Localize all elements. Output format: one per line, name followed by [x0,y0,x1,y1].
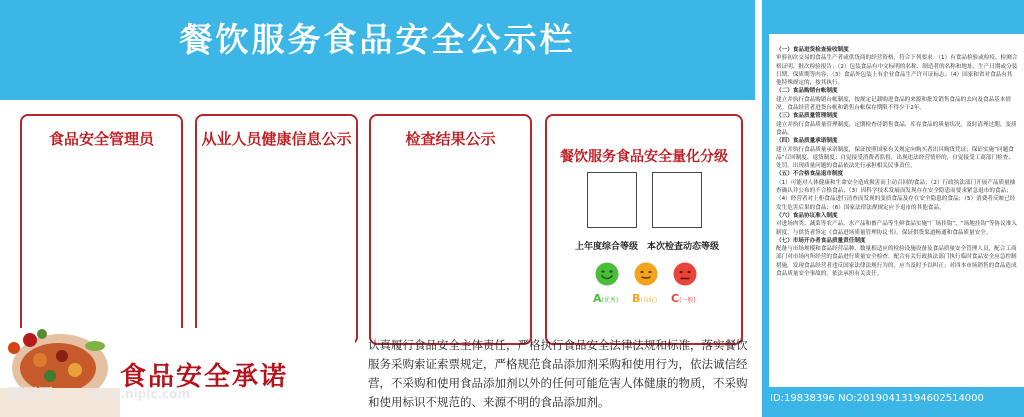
panel-title: 食品安全管理员 [48,130,154,148]
regulation-heading: （一）食品进货检查验收制度 [776,47,849,53]
panel-title: 从业人员健康信息公示 [201,130,352,148]
regulation-section [776,137,1018,170]
grade-note: (一般) [679,297,696,304]
regulation-section [776,170,1018,211]
grade-note: (优秀) [601,297,619,304]
regulations-text [776,46,1018,278]
grade-a [593,292,618,305]
regulation-heading: （七）市场开办者食品质量责任制度 [776,237,866,244]
panel-title: 检查结果公示 [405,130,496,148]
regulation-section [776,46,1018,87]
regulation-body: 建立并执行食品质量管理制度，定期检查待销售食品、库存食品的质量状况，及时清理过期、变质食品。 [776,121,1017,136]
annual-rating-box [587,172,637,228]
regulation-section [776,87,1018,112]
watermark-logo: 昵图网 [8,385,54,403]
commitment-title: 食品安全承诺 [120,362,289,392]
dynamic-rating-label: 本次检查动态等级 [647,242,720,252]
smile-face-icon [595,262,619,286]
grade-letter: A [593,292,602,305]
regulation-body: 建立并执行食品质量承诺制度，保证按照国家有关规定向购买者出具购货凭证；保证实施“问题食品”召回制度、退货制度；自觉接受消费者监督，出现违法经营情形的，自觉接受工商部门检查、处罚。出现质量问题的食品依法先行承担相关民事责任。 [776,146,1014,170]
regulation-heading: （五）不合格食品退市制度 [776,171,844,178]
regulation-heading: （三）食品质量管理制度 [776,113,838,120]
rating-title: 餐饮服务食品安全量化分级 [560,149,728,165]
regulations-header-band [762,0,1024,34]
quantitative-rating-panel [545,114,743,345]
regulation-section [776,212,1018,237]
regulation-heading: （四）食品质量承诺制度 [776,138,838,145]
grade-b [632,292,657,305]
grade-letter: C [671,292,680,305]
regulation-heading: （二）食品购销台帐制度 [776,88,838,95]
frown-face-icon [673,262,697,286]
staff-health-panel [195,114,358,345]
safety-manager-panel [20,114,183,345]
board-title: 餐饮服务食品安全公示栏 [179,20,576,59]
regulation-body: 审验初次交易的食品生产者或供货商的经营资格，符合下列要求：（1）有食品检验或检疫、检测合格证明、批次检验报告；（2）包装食品有中文标明的名称、制造者的名称和地址、生产日期或分装日期、保质期等内容；（3）食品外包装上有企业食品生产许可证标志；（4）国家和省对食品有其他特殊规定的，按其执行。 [776,55,1018,87]
watermark-url: www.nipic.com [88,387,190,401]
annual-rating-label: 上年度综合等级 [575,242,639,252]
watermark-id: ID:19838396 NO:20190413194602514000 [770,393,984,404]
regulation-section [776,237,1018,278]
grade-letter: B [632,292,641,305]
regulation-heading: （六）食品协议准入制度 [776,212,838,219]
regulation-body: （1）可能对人体健康和生命安全造成损害而主动召回的食品；（2）行政执法部门开展产品质量抽查确认并公布的不合格食品；（3）因科学技术发展而发现存在安全隐患而要求紧急退市的食品；（4）经营者对上柜食品进行清查而发现的变质食品及存在安全隐患的食品；（5）消费者反映已经发生危害后果的食品；（6）国家法律法规规定应予退市的其他食品。 [776,179,1016,211]
regulations-side-strip [762,0,769,417]
grade-c [671,292,696,305]
dynamic-rating-box [652,172,702,228]
regulation-body: 配备与市场规模和食品经营品种、数量相适应的检验设施设备及食品质量安全管理人员，配合工商部门对市场内所经营的食品进行质量安全检查。配合有关行政执法部门执行临时食品安全应急控制措施。发现食品经营者违反国家法律法规行为的，应当及时予以纠正；对四本市场销售的食品造成食品质量安全事故的，依法承担有关责任。 [776,246,1017,278]
regulation-section [776,112,1018,137]
regulation-body: 对进场肉类、蔬菜等农产品、水产品和畜产品等生鲜食品实施“厂场挂钩”、“场地挂钩”等协议准入制度，与供货者签定《食品进场质量管理协议书》，保证供货渠道畅通和食品质量安全。 [776,221,1017,236]
inspection-results-panel [369,114,532,345]
regulation-body: 建立并执行食品购销台帐制度，按规定记载购进食品的来源和批发销售食品的去向及食品基本情况。食品经营者进货台帐和销售台帐保存期限不得少于2年。 [776,96,1011,112]
grade-note: (良好) [640,297,658,304]
neutral-face-icon [634,262,658,286]
commitment-text: 认真履行食品安全主体责任，严格执行食品安全法律法规和标准，落实餐饮服务采购索证索票规定，严格规范食品添加剂采购和使用行为，依法诚信经营，不采购和使用食品添加剂以外的任何可能危害人体健康的物质，不采购和使用标识不规范的、来源不明的食品添加剂。 [368,338,748,409]
